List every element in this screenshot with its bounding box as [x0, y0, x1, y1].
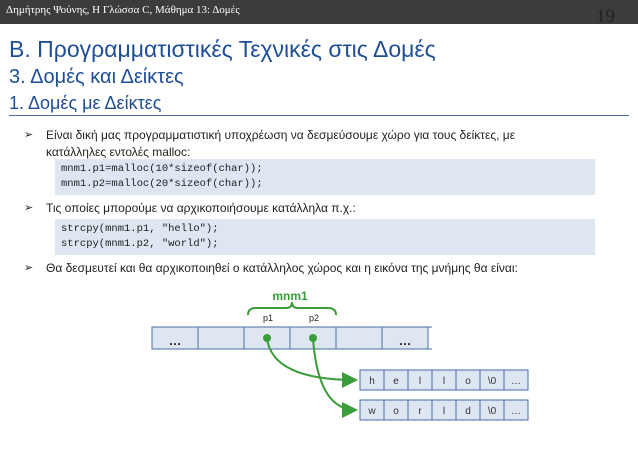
bullet-3-line-1: Θα δεσμευτεί και θα αρχικοποιηθεί ο κατάλληλος χώρος και η εικόνα της μνήμης θα είναι:	[46, 261, 518, 275]
bullet-2-line-1: Τις οποίες μπορούμε να αρχικοποιήσουμε κατάλληλα π.χ.:	[46, 201, 356, 215]
code-line: strcpy(mnm1.p2, "world");	[61, 238, 219, 250]
array-cell-value: l	[418, 376, 422, 387]
struct-brace	[248, 302, 336, 315]
code-line: mnm1.p2=malloc(20*sizeof(char));	[61, 178, 263, 190]
header-text: Δημήτρης Ψούνης, Η Γλώσσα C, Μάθημα 13: Δομές	[6, 4, 240, 16]
array-cell-value: l	[442, 406, 446, 417]
array-cell-value: l	[442, 376, 446, 387]
string-array-hello	[360, 370, 528, 390]
memory-row	[152, 327, 432, 349]
memory-cell	[198, 327, 244, 349]
string-array-world	[360, 400, 528, 420]
code-line: mnm1.p1=malloc(10*sizeof(char));	[61, 163, 263, 175]
field-label-p2: p2	[308, 313, 320, 323]
arrow-bullet-icon: ➢	[24, 129, 34, 141]
memory-cell	[336, 327, 382, 349]
struct-label: mnm1	[272, 289, 308, 303]
memory-ellipsis-right: …	[398, 333, 412, 348]
array-cell-value: o	[465, 376, 471, 387]
field-label-p1: p1	[262, 313, 274, 323]
array-cell-value: \0	[487, 406, 497, 417]
array-cell-value: h	[369, 376, 375, 387]
bullet-1-line-2: κατάλληλες εντολές malloc:	[46, 145, 191, 159]
array-cell-value: e	[393, 376, 399, 387]
page-number: 19	[596, 6, 615, 27]
array-cell-value: w	[368, 406, 376, 417]
array-cell-value: …	[511, 376, 521, 387]
bullet-1-line-1: Είναι δική μας προγραμματιστική υποχρέωση να δεσμεύσουμε χώρο για τους δείκτες, με	[46, 128, 516, 142]
code-line: strcpy(mnm1.p1, "hello");	[61, 223, 219, 235]
slide-subtitle: 3. Δομές και Δείκτες	[9, 66, 184, 88]
array-cell-value: d	[465, 406, 471, 417]
array-cell-value: \0	[487, 376, 497, 387]
slide-title: B. Προγραμματιστικές Τεχνικές στις Δομές	[9, 36, 436, 62]
memory-ellipsis-left: …	[168, 333, 182, 348]
arrow-bullet-icon: ➢	[24, 202, 34, 214]
section-heading: 1. Δομές με Δείκτες	[9, 93, 162, 113]
arrow-bullet-icon: ➢	[24, 262, 34, 274]
array-cell-value: o	[393, 406, 399, 417]
array-cell-value: …	[511, 406, 521, 417]
array-cell-value: r	[418, 406, 422, 417]
